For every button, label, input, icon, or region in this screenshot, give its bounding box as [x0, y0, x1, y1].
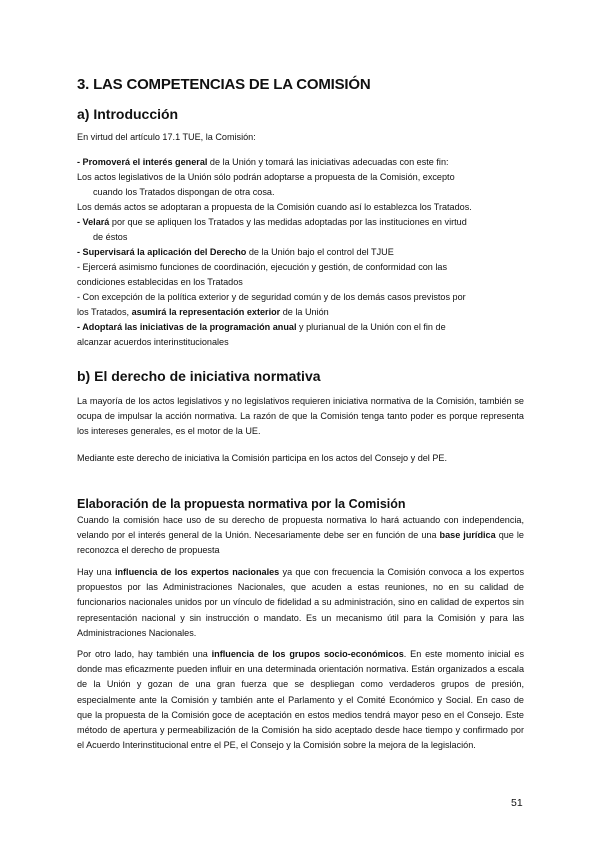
- text: Cuando la comisión hace uso de su derecho de propuesta normativa lo hará actuando con independencia, velando por el interés general de la Unión. Necesariamente debe ser en función de una: [77, 515, 524, 541]
- intro-list-line: condiciones establecidas en los Tratados: [77, 277, 243, 287]
- proposal-paragraph: [77, 647, 524, 753]
- initiative-paragraph: Mediante este derecho de iniciativa la Comisión participa en los actos del Consejo y del PE.: [77, 453, 448, 463]
- intro-list-line: cuando los Tratados dispongan de otra cosa.: [93, 187, 275, 197]
- intro-list-line: [77, 320, 524, 335]
- bold-text: - Velará: [77, 217, 110, 227]
- text: y plurianual de la Unión con el fin de: [296, 322, 446, 332]
- intro-list-line: de éstos: [93, 232, 128, 242]
- text: de la Unión bajo el control del TJUE: [246, 247, 394, 257]
- intro-list-line: [77, 215, 524, 230]
- bold-text: asumirá la representación exterior: [131, 307, 281, 317]
- initiative-paragraph: La mayoría de los actos legislativos y no legislativos requieren iniciativa normativa de la Comisión, también se ocupa de impulsar la acción normativa. La razón de que la Comisión tenga tanto poder es porque representa los intereses generales, es el motor de la UE.: [77, 396, 524, 437]
- text: que le reconozca el derecho de propuesta: [77, 530, 524, 556]
- text: de la Unión y tomará las iniciativas adecuadas con este fin:: [207, 157, 449, 167]
- bold-text: - Adoptará las iniciativas de la programación anual: [77, 322, 297, 332]
- text: Hay una: [77, 567, 115, 577]
- bold-text: - Supervisará la aplicación del Derecho: [77, 247, 247, 257]
- page-number: 51: [511, 797, 523, 809]
- intro-list-line: [77, 245, 524, 260]
- initiative-heading: b) El derecho de iniciativa normativa: [77, 368, 321, 384]
- text: ya que con frecuencia la Comisión convoca a los expertos propuestos por las Administraciones Nacionales, que acuden a estas reuniones, no en su calidad de funcionarios nacionales unidos por un vínculo de fidelidad a su administración, sino en calidad de expertos sin representación nacional y sin instrucción o mandato. Es un mecanismo útil para la Comisión y para las Administraciones Nacionales.: [77, 567, 524, 638]
- bold-text: - Promoverá el interés general: [77, 157, 208, 167]
- intro-list-line: [77, 305, 524, 320]
- proposal-heading: Elaboración de la propuesta normativa por la Comisión: [77, 497, 406, 511]
- bold-text: base jurídica: [439, 530, 496, 541]
- intro-list-line: - Con excepción de la política exterior y de seguridad común y de los demás casos previstos por: [77, 292, 466, 302]
- text: Por otro lado, hay también una: [77, 649, 212, 659]
- intro-list-line: alcanzar acuerdos interinstitucionales: [77, 337, 229, 347]
- proposal-paragraph: [77, 565, 524, 641]
- section-title: 3. LAS COMPETENCIAS DE LA COMISIÓN: [77, 76, 371, 93]
- intro-heading: a) Introducción: [77, 106, 179, 122]
- bold-text: influencia de los expertos nacionales: [114, 567, 280, 577]
- text: por que se apliquen los Tratados y las medidas adoptadas por las instituciones en virtud: [109, 217, 467, 227]
- intro-lead: En virtud del artículo 17.1 TUE, la Comisión:: [77, 132, 256, 142]
- bold-text: influencia de los grupos socio-económicos: [211, 649, 404, 659]
- proposal-paragraph: [77, 513, 524, 559]
- intro-list-line: Los demás actos se adoptaran a propuesta de la Comisión cuando así lo establezca los Tratados.: [77, 202, 472, 212]
- text: . En este momento inicial es donde mas eficazmente pueden influir en una determinada orientación normativa. Están organizados a escala de la Unión y gozan de una gran fuerza que se despliegan como verdaderos grupos de presión, especialmente ante la Comisión y también ante el Parlamento y el Comité Económico y Social. En caso de que la propuesta de la Comisión goce de aceptación en estos medios tendrá mayor peso en el Consejo. Este método de apertura y permeabilización de la Comisión ha sido aceptado desde hace tiempo y confirmado por el Acuerdo Interinstitucional entre el PE, el Consejo y la Comisión sobre la mejora de la legislación.: [77, 649, 524, 751]
- intro-list-line: [77, 155, 524, 170]
- intro-list-line: - Ejercerá asimismo funciones de coordinación, ejecución y gestión, de conformidad con las: [77, 262, 448, 272]
- intro-list-line: Los actos legislativos de la Unión sólo podrán adoptarse a propuesta de la Comisión, excepto: [77, 172, 455, 182]
- text: los Tratados,: [77, 307, 132, 317]
- text: de la Unión: [280, 307, 329, 317]
